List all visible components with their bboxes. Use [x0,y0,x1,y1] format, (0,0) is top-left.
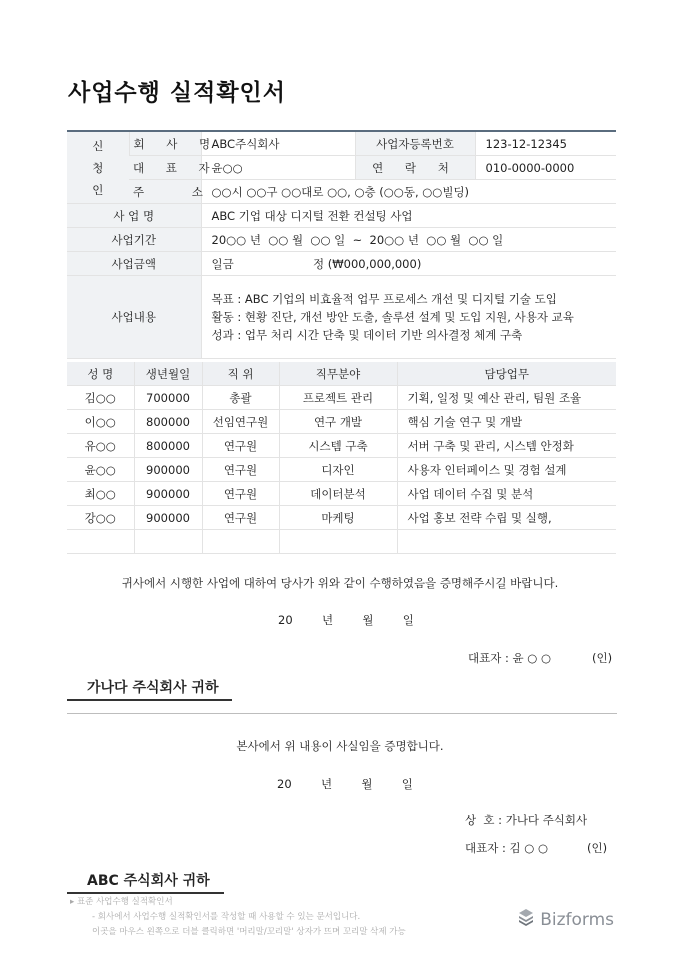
brand-logo [517,908,614,931]
content-line-result: 성과 : 업무 처리 시간 단축 및 데이터 기반 의사결정 체계 구축 [211,328,523,342]
table-row [67,386,616,410]
certify-company: 상 호 : 가나다 주식회사 [465,813,588,827]
request-seal: (인) [592,651,613,665]
table-row [67,458,616,482]
staff-name: 유○○ [67,434,134,458]
header-name: 성 명 [67,362,134,386]
staff-duty: 기획, 일정 및 예산 관리, 팀원 조율 [397,386,616,410]
project-content-label: 사업내용 [67,276,201,359]
staff-field: 마케팅 [279,506,397,530]
staff-field: 데이터분석 [279,482,397,506]
address-label: 주 소 [129,180,201,204]
table-row [67,434,616,458]
staff-duty: 사업 홍보 전략 수립 및 실행, [397,506,616,530]
staff-field: 연구 개발 [279,410,397,434]
project-name-label: 사 업 명 [67,204,201,228]
staff-field: 시스템 구축 [279,434,397,458]
staff-position: 연구원 [202,482,279,506]
staff-position: 총괄 [202,386,279,410]
staff-birth [134,530,202,554]
address-value: ○○시 ○○구 ○○대로 ○○, ○층 (○○동, ○○빌딩) [201,180,616,204]
project-amount-cell [201,252,616,276]
applicant-project-table [67,130,616,359]
table-row [67,506,616,530]
staff-position [202,530,279,554]
certify-date-year: 20 [277,777,292,791]
project-period-label: 사업기간 [67,228,201,252]
amount-value: 정 (₩000,000,000) [313,256,422,271]
request-statement: 귀사에서 시행한 사업에 대하여 당사가 위와 같이 수행하였음을 증명해주시길 바랍니다. [121,576,559,590]
header-duty: 담당업무 [397,362,616,386]
request-date-m: 월 [362,613,374,627]
contact-label: 연 락 처 [355,156,475,180]
content-line-goal: 목표 : ABC 기업의 비효율적 업무 프로세스 개선 및 디지털 기술 도입 [211,292,557,306]
staff-header-row [67,362,616,386]
staff-name: 김○○ [67,386,134,410]
staff-table [67,362,616,554]
project-content-value [201,276,616,359]
project-amount-label: 사업금액 [67,252,201,276]
staff-name [67,530,134,554]
certify-statement: 본사에서 위 내용이 사실임을 증명합니다. [236,739,444,753]
brand-name: Bizforms [540,909,614,930]
staff-position: 연구원 [202,434,279,458]
request-date-year: 20 [278,613,293,627]
staff-name: 윤○○ [67,458,134,482]
applicant-section-label [67,131,129,204]
table-row-empty [67,530,616,554]
footer-line-1: ▸ 표준 사업수행 실적확인서 [70,897,173,907]
ceo-label: 대 표 자 [129,156,201,180]
regno-label: 사업자등록번호 [355,131,475,156]
table-row [67,482,616,506]
staff-duty [397,530,616,554]
staff-field [279,530,397,554]
staff-duty: 서버 구축 및 관리, 시스템 안정화 [397,434,616,458]
certify-date-y: 년 [320,777,333,791]
document-title: 사업수행 실적확인서 [68,80,286,106]
staff-field: 프로젝트 관리 [279,386,397,410]
certify-date-m: 월 [361,777,373,791]
staff-name: 최○○ [67,482,134,506]
request-date-d: 일 [402,613,414,627]
staff-position: 연구원 [202,458,279,482]
company-value: ABC주식회사 [201,131,355,156]
staff-position: 선임연구원 [202,410,279,434]
staff-birth: 800000 [134,410,202,434]
footer-line-3: 이곳을 마우스 왼쪽으로 더블 클릭하면 '머리말/꼬리말' 상자가 뜨며 꼬리말 삭제 가능 [92,927,406,937]
certify-addressee: ABC 주식회사 귀하 [67,870,224,894]
bizforms-logo-icon [517,908,535,931]
header-birth: 생년월일 [134,362,202,386]
request-date [278,612,414,628]
certify-date-d: 일 [401,777,413,791]
table-row [67,410,616,434]
certify-date [277,776,413,792]
section-divider [67,713,617,714]
project-name-value: ABC 기업 대상 디지털 전환 컨설팅 사업 [201,204,616,228]
certify-rep: 대표자 : 김 ○ ○ [465,841,549,855]
applicant-label-char-2: 청 [92,160,104,175]
request-addressee: 가나다 주식회사 귀하 [67,677,232,701]
staff-birth: 900000 [134,482,202,506]
staff-position: 연구원 [202,506,279,530]
staff-name: 강○○ [67,506,134,530]
regno-value: 123-12-12345 [475,131,616,156]
staff-duty: 핵심 기술 연구 및 개발 [397,410,616,434]
applicant-label-char-1: 신 [92,138,104,153]
contact-value: 010-0000-0000 [475,156,616,180]
ceo-value: 윤○○ [201,156,355,180]
content-line-activity: 활동 : 현황 진단, 개선 방안 도출, 솔루션 설계 및 도입 지원, 사용자 교육 [211,310,574,324]
header-position: 직 위 [202,362,279,386]
project-period-value: 20○○ 년 ○○ 월 ○○ 일 ~ 20○○ 년 ○○ 월 ○○ 일 [201,228,616,252]
amount-prefix: 일금 [211,256,234,271]
footer-line-2: - 회사에서 사업수행 실적확인서를 작성할 때 사용할 수 있는 문서입니다. [92,912,361,922]
certify-seal: (인) [587,841,608,855]
staff-duty: 사용자 인터페이스 및 경험 설계 [397,458,616,482]
staff-name: 이○○ [67,410,134,434]
request-rep: 대표자 : 윤 ○ ○ [468,651,552,665]
staff-duty: 사업 데이터 수집 및 분석 [397,482,616,506]
company-label: 회 사 명 [129,131,201,156]
staff-birth: 800000 [134,434,202,458]
staff-birth: 700000 [134,386,202,410]
staff-birth: 900000 [134,458,202,482]
applicant-label-char-3: 인 [92,182,104,197]
request-date-y: 년 [321,613,334,627]
header-field: 직무분야 [279,362,397,386]
staff-birth: 900000 [134,506,202,530]
staff-field: 디자인 [279,458,397,482]
